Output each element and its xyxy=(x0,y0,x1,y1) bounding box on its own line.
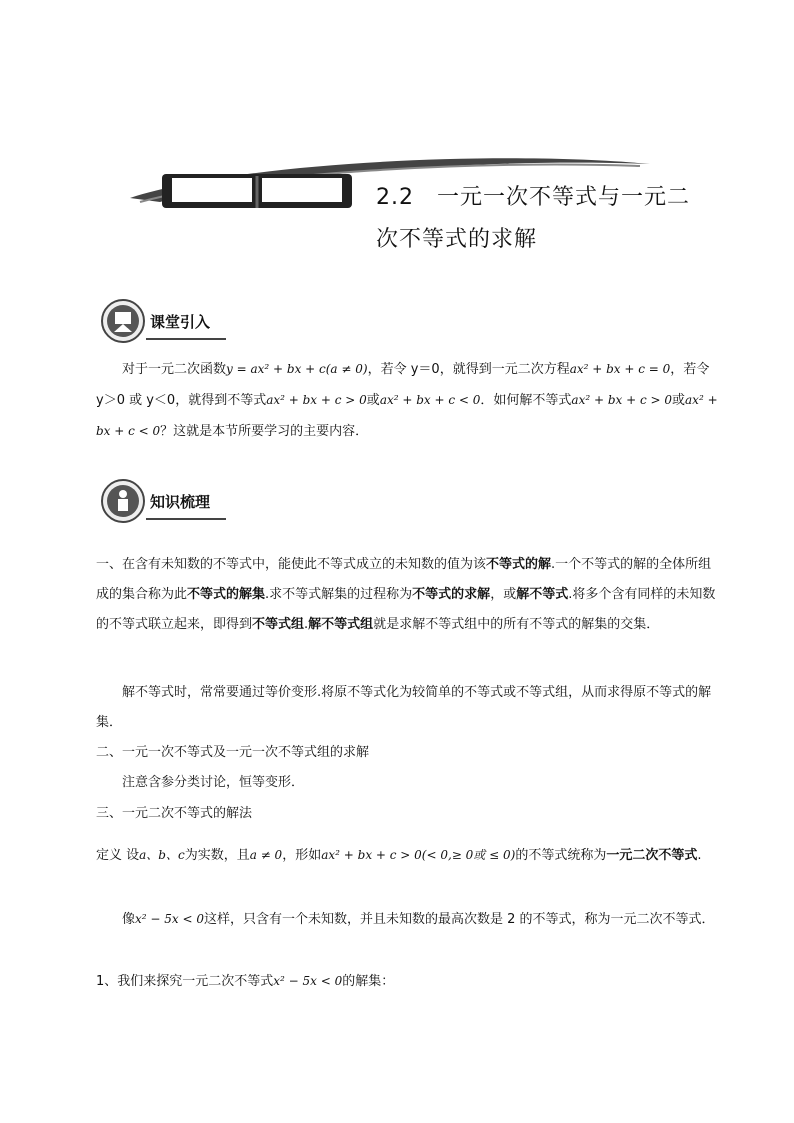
review-paragraph-1: 一、在含有未知数的不等式中，能使此不等式成立的未知数的值为该不等式的解.一个不等式的解的全体所组成的集合称为此不等式的解集.求不等式解集的过程称为不等式的求解，或解不等式.将多个含有同样的未知数的不等式联立起来，即得到不等式组.解不等式组就是求解不等式组中的所有不等式的解集的交集． xyxy=(96,557,716,632)
definition-paragraph: 定义 设a、b、c为实数，且a ≠ 0，形如ax² + bx + c > 0(< 0,≥ 0或 ≤ 0)的不等式统称为一元二次不等式. xyxy=(96,848,702,863)
review-heading-3: 三、一元二次不等式的解法 xyxy=(96,806,253,821)
page-title-line-1: 2.2 一元一次不等式与一元二 xyxy=(376,185,690,210)
section-heading-review xyxy=(100,478,230,528)
section-heading-label: 课堂引入 xyxy=(150,313,211,331)
heading-underline xyxy=(146,338,226,340)
section-heading-label: 知识梳理 xyxy=(150,493,211,511)
review-paragraph-3: 注意含参分类讨论，恒等变形． xyxy=(122,775,305,790)
review-paragraph-2: 解不等式时，常常要通过等价变形.将原不等式化为较简单的不等式或不等式组，从而求得原不等式的解集． xyxy=(96,685,712,730)
explore-paragraph: 1、我们来探究一元二次不等式x² − 5x < 0的解集： xyxy=(96,974,395,989)
teacher-icon xyxy=(100,478,146,524)
classroom-icon xyxy=(100,298,146,344)
page-title-line-2: 次不等式的求解 xyxy=(376,227,538,252)
section-heading-intro xyxy=(100,298,230,348)
intro-paragraph: 对于一元二次函数y = ax² + bx + c(a ≠ 0)，若令 y＝0，就得到一元二次方程ax² + bx + c = 0，若令 y＞0 或 y＜0，就得到不等式ax² + bx + c > 0或ax² + bx + c < 0．如何解不等式ax² + bx + c > 0或ax² + bx + c < 0？这就是本节所要学习的主要内容． xyxy=(96,362,718,439)
review-heading-2: 二、一元一次不等式及一元一次不等式组的求解 xyxy=(96,745,370,760)
heading-underline xyxy=(146,518,226,520)
example-paragraph: 像x² − 5x < 0这样，只含有一个未知数，并且未知数的最高次数是 2 的不等式，称为一元二次不等式． xyxy=(122,912,715,927)
